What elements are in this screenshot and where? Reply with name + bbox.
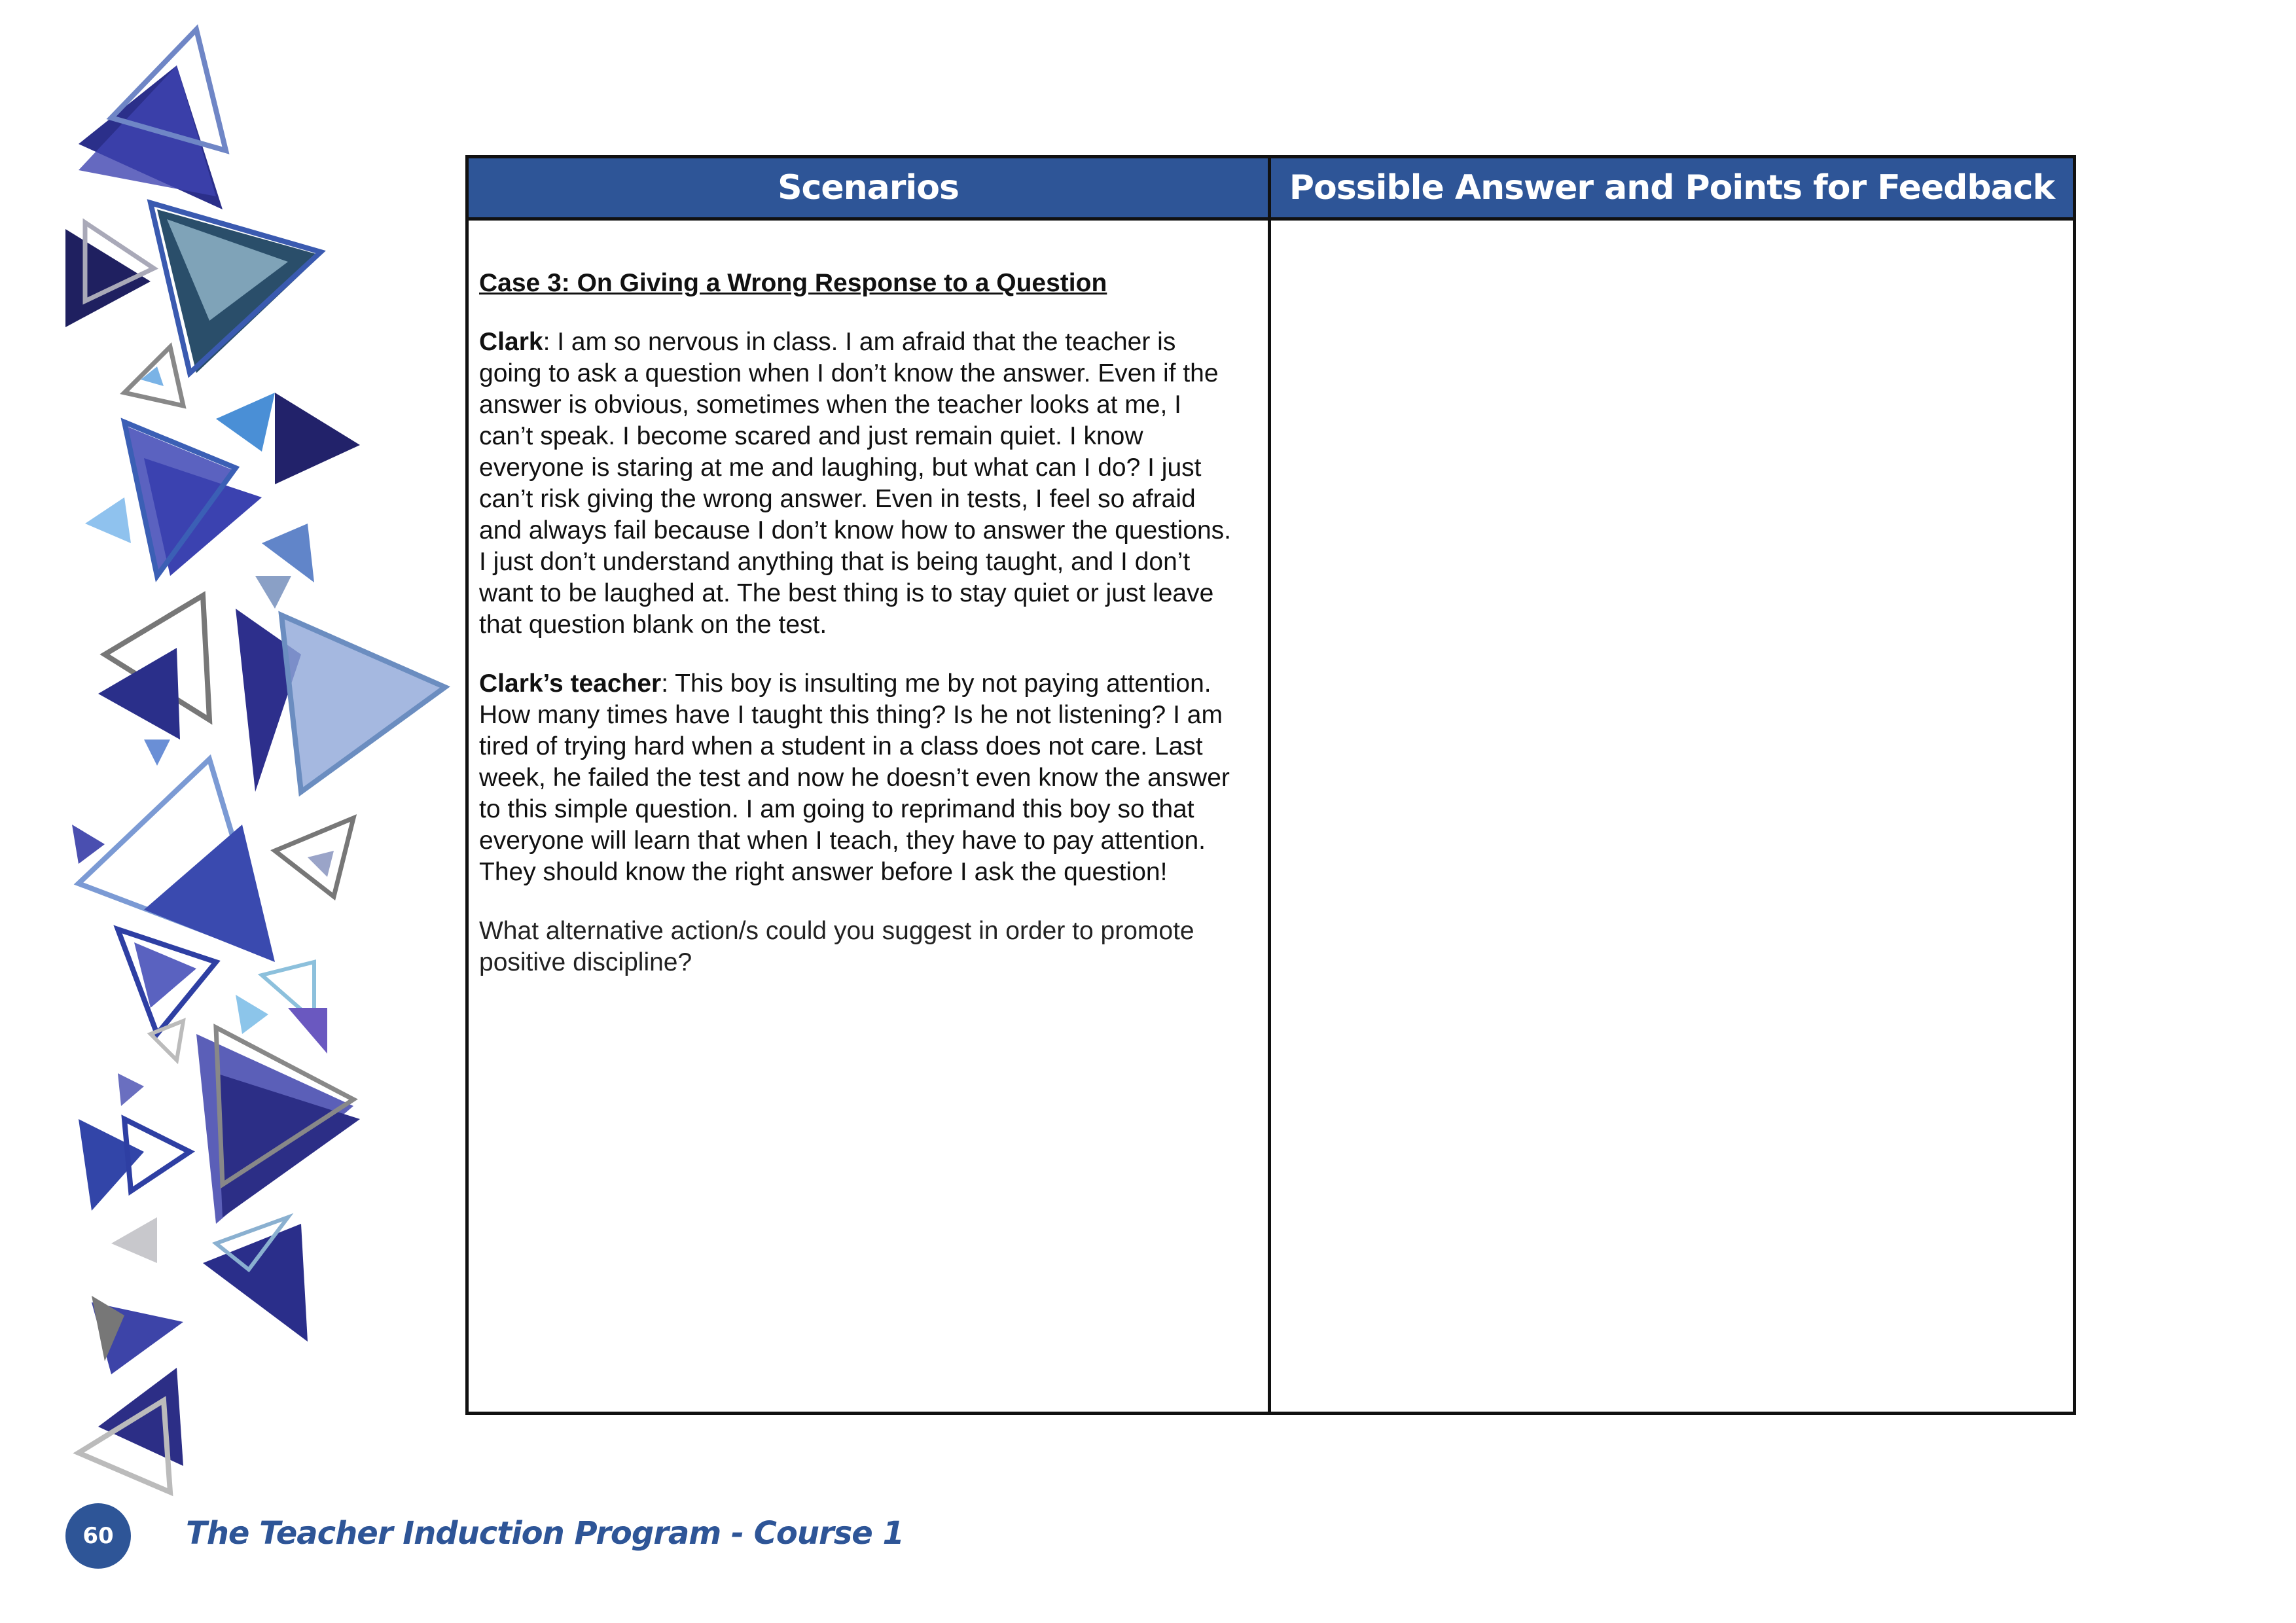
scenarios-table xyxy=(465,155,2076,1415)
paragraph-clark xyxy=(479,327,1242,641)
header-scenarios: Scenarios xyxy=(469,158,1271,221)
case-title: Case 3: On Giving a Wrong Response to a Question xyxy=(479,269,1107,297)
speaker-teacher: Clark’s teacher xyxy=(479,669,662,698)
speaker-clark: Clark xyxy=(479,328,543,356)
answer-cell xyxy=(1271,221,2073,1412)
footer-title: The Teacher Induction Program - Course 1 xyxy=(186,1515,904,1552)
paragraph-clark-text: : I am so nervous in class. I am afraid that the teacher is going to ask a question when I don’t know the answer. Even if the answer is obvious, sometimes when the teacher looks at me, I can’t speak. I become scared and just remain quiet. I know everyone is staring at me and laughing, but what can I do? I just can’t risk giving the wrong answer. Even in tests, I feel so afraid and always fail because I don’t know how to answer the questions. I just don’t understand anything that is being taught, and I don’t want to be laughed at. The best thing is to stay quiet or just leave that question blank on the test. xyxy=(479,328,1232,639)
discussion-question: What alternative action/s could you suggest in order to promote positive discipline? xyxy=(479,917,1194,976)
header-possible-answer: Possible Answer and Points for Feedback xyxy=(1271,158,2073,221)
paragraph-teacher xyxy=(479,668,1242,888)
paragraph-teacher-text: : This boy is insulting me by not paying attention. How many times have I taught this thing? Is he not listening? I am tired of trying hard when a student in a class does not care. Last week, he failed the test and now he doesn’t even know the answer to this simple question. I am going to reprimand this boy so that everyone will learn that when I teach, they have to pay attention. They should know the right answer before I ask the question! xyxy=(479,669,1230,886)
scenario-cell xyxy=(469,221,1271,1412)
page-number-badge: 60 xyxy=(65,1503,131,1569)
decorative-triangles xyxy=(0,0,471,1623)
